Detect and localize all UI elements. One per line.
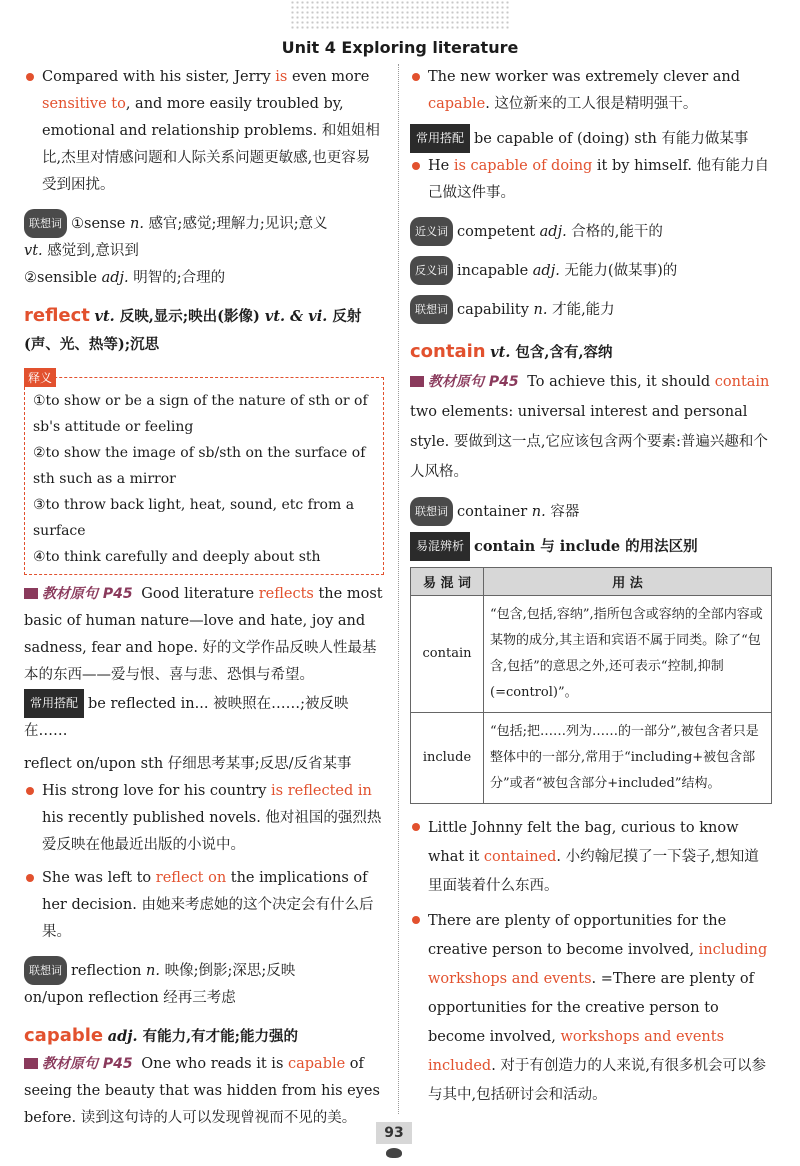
textbook-sentence	[24, 581, 384, 689]
table-header: 用 法	[484, 568, 772, 596]
collocation	[24, 689, 384, 745]
table-cell-usage: “包含,包括,容纳”,指所包含或容纳的全部内容或某物的成分,其主语和宾语不属于同类。除了“包含,包括”的意思之外,还可表示“控制,抑制(=control)”。	[484, 596, 772, 713]
text: competent	[457, 224, 540, 240]
unit-title: Unit 4 Exploring literature	[281, 38, 519, 57]
collocation	[410, 124, 772, 153]
headword-contain	[410, 338, 772, 367]
text: be capable of (doing) sth 有能力做某事	[474, 131, 749, 147]
text: . 对于有创造力的人来说,有很多机会可以参与其中,包括研讨会和活动。	[428, 1058, 767, 1103]
highlight: is	[275, 69, 288, 85]
text: ①sense	[71, 216, 130, 232]
bird-icon	[386, 1148, 402, 1158]
pos: vt.	[490, 344, 511, 361]
left-column	[24, 64, 384, 1132]
pos: n.	[130, 216, 144, 232]
antonym-tag: 反义词	[410, 256, 453, 285]
association-tag: 联想词	[410, 295, 453, 324]
association-entry: on/upon reflection 经再三考虑	[24, 990, 236, 1006]
header-decoration	[290, 0, 510, 30]
definition-item: ②to show the image of sb/sth on the surface of sth such as a mirror	[33, 445, 366, 487]
association-tag: 联想词	[410, 497, 453, 526]
antonym-entry	[410, 256, 772, 285]
page-number: 93	[376, 1122, 412, 1144]
example-sentence	[24, 778, 384, 859]
association-entry	[24, 956, 384, 985]
text: 合格的,能干的	[566, 224, 663, 240]
right-column	[410, 64, 772, 1110]
highlight: reflect on	[155, 870, 227, 886]
text: it by himself. 他有能力自己做这件事。	[428, 158, 770, 201]
highlight: is reflected in	[271, 783, 372, 799]
text: two elements: universal interest and personal style. 要做到这一点,它应该包含两个要素:普遍兴趣和个人风格。	[410, 404, 768, 480]
text: . 这位新来的工人很是精明强干。	[485, 96, 698, 112]
confusion-tag: 易混辨析	[410, 532, 470, 561]
text: his recently published novels. 他对祖国的强烈热爱反映在他最近出版的小说中。	[42, 810, 382, 853]
text: . =There are plenty of opportunities for the creative person to become involved,	[428, 971, 754, 1045]
text: the most basic of human nature—love and hate, joy and sadness, fear and hope. 好的文学作品反映人性最基本的东西——爱与恨、喜与悲、恐惧与希望。	[24, 586, 383, 683]
textbook-sentence	[24, 1051, 384, 1132]
definition-item: ③to throw back light, heat, sound, etc from a surface	[33, 497, 355, 539]
example-sentence	[410, 907, 772, 1110]
definition-item: ④to think carefully and deeply about sth	[33, 549, 321, 565]
highlight: capable	[288, 1056, 346, 1072]
table-header-row	[411, 568, 772, 596]
definition: 包含,含有,容纳	[510, 344, 613, 361]
definition-item: ①to show or be a sign of the nature of sth or of sb's attitude or feeling	[33, 393, 368, 435]
text: the implications of her decision. 由她来考虑她的这个决定会有什么后果。	[42, 870, 374, 940]
association-entry	[24, 265, 384, 292]
text: be reflected in... 被映照在……;被反映在……	[24, 696, 349, 739]
textbook-tag: 教材原句 P45	[24, 586, 133, 602]
text: ②sensible	[24, 270, 102, 286]
textbook-tag: 教材原句 P45	[24, 1056, 133, 1072]
textbook-sentence	[410, 367, 772, 487]
headword: reflect	[24, 305, 90, 326]
highlight: sensitive to	[42, 96, 126, 112]
highlight: capable	[428, 96, 486, 112]
text: , and more easily troubled by, emotional and relationship problems. 和姐姐相比,杰里对情感问题和人际关系问题更敏感,也更容易受到困扰。	[42, 96, 380, 193]
association-entry	[410, 295, 772, 324]
pos: n.	[146, 963, 160, 979]
text: even more	[287, 69, 370, 85]
headword: contain	[410, 341, 486, 362]
text: capability	[457, 302, 534, 318]
text: One who reads it is	[136, 1056, 288, 1072]
table-header: 易 混 词	[411, 568, 484, 596]
table-cell-word: include	[411, 713, 484, 804]
table-cell-usage: “包括;把……列为……的一部分”,被包含者只是整体中的一部分,常用于“including+被包含部分”或者“被包含部分+included”结构。	[484, 713, 772, 804]
text: of seeing the beauty that was hidden from his eyes before. 读到这句诗的人可以发现曾视而不见的美。	[24, 1056, 380, 1126]
comparison-table	[410, 567, 772, 804]
text: 才能,能力	[547, 302, 615, 318]
text: incapable	[457, 263, 533, 279]
text: Good literature	[136, 586, 259, 602]
text: 感觉到,意识到	[42, 243, 139, 259]
text: . 小约翰尼摸了一下袋子,想知道里面装着什么东西。	[428, 849, 759, 894]
pos: vt.	[24, 243, 43, 259]
pos: adj.	[101, 270, 129, 286]
association-entry	[24, 238, 384, 265]
table-row	[411, 713, 772, 804]
pos: adj.	[539, 224, 567, 240]
collocation-tag: 常用搭配	[410, 124, 470, 153]
text: 明智的;合理的	[128, 270, 226, 286]
definition: 有能力,有才能;能力强的	[137, 1028, 299, 1045]
pos: adj.	[107, 1028, 138, 1045]
highlight: including workshops and events	[428, 942, 768, 987]
pos: n.	[531, 504, 546, 520]
confusion-heading	[410, 532, 772, 561]
definition: 反射(声、光、热等);沉思	[24, 308, 362, 353]
column-divider	[398, 64, 399, 1114]
text: 感官;感觉;理解力;见识;意义	[143, 216, 328, 232]
collocation: reflect on/upon sth 仔细思考某事;反思/反省某事	[24, 756, 352, 772]
pos: n.	[533, 302, 548, 318]
text: reflection	[71, 963, 147, 979]
text: 无能力(做某事)的	[559, 263, 678, 279]
table-cell-word: contain	[411, 596, 484, 713]
confusion-title: contain 与 include 的用法区别	[474, 538, 698, 555]
text: He	[428, 158, 454, 174]
highlight: is capable of doing	[453, 158, 593, 174]
text: There are plenty of opportunities for the creative person to become involved,	[428, 913, 727, 958]
pos: vt.	[94, 308, 115, 325]
text: Compared with his sister, Jerry	[42, 69, 276, 85]
collocation-tag: 常用搭配	[24, 689, 84, 718]
headword: capable	[24, 1025, 104, 1046]
definition: 反映,显示;映出(影像)	[114, 308, 265, 325]
association-tag: 联想词	[24, 956, 67, 985]
association-tag: 联想词	[24, 209, 67, 238]
example-sentence	[410, 153, 772, 207]
example-sentence	[410, 814, 772, 901]
text: The new worker was extremely clever and	[428, 69, 741, 85]
association-entry	[24, 209, 384, 238]
pos: vt. & vi.	[264, 308, 328, 325]
highlight: reflects	[258, 586, 314, 602]
example-sentence	[24, 865, 384, 946]
text: container	[457, 504, 532, 520]
pos: adj.	[532, 263, 560, 279]
definitions-box	[24, 371, 384, 575]
text: His strong love for his country	[42, 783, 271, 799]
highlight: contained	[483, 849, 557, 865]
text: To achieve this, it should	[522, 374, 715, 390]
table-row	[411, 596, 772, 713]
headword-reflect	[24, 302, 384, 359]
text: Little Johnny felt the bag, curious to know what it	[428, 820, 739, 865]
text: 容器	[545, 504, 580, 520]
association-entry	[410, 497, 772, 526]
headword-capable	[24, 1022, 384, 1051]
text: 映像;倒影;深思;反映	[159, 963, 296, 979]
highlight: workshops and events included	[428, 1029, 725, 1074]
text: She was left to	[42, 870, 156, 886]
definitions-tag: 释义	[24, 368, 56, 387]
synonym-tag: 近义词	[410, 217, 453, 246]
example-sentence	[24, 64, 384, 199]
synonym-entry	[410, 217, 772, 246]
textbook-tag: 教材原句 P45	[410, 374, 519, 390]
example-sentence	[410, 64, 772, 118]
highlight: contain	[714, 374, 770, 390]
